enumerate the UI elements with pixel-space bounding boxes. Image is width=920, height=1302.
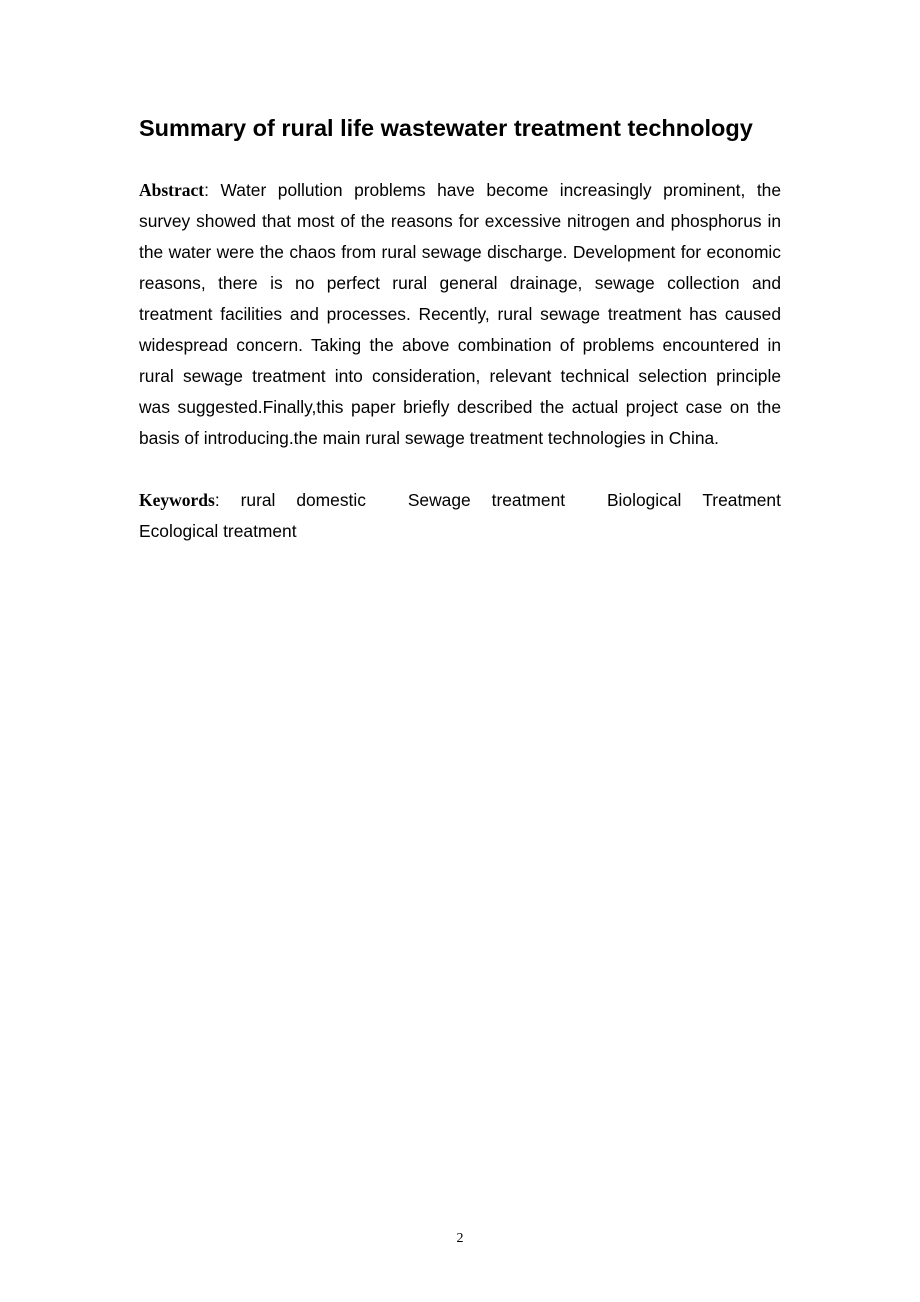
keywords-heading [139, 485, 220, 516]
keywords-block [139, 485, 781, 547]
page-number: 2 [456, 1231, 464, 1246]
keyword-item: Ecological treatment [139, 521, 297, 541]
keyword-item: Treatment [702, 490, 781, 510]
page-title: Summary of rural life wastewater treatment technology [139, 115, 753, 141]
keyword-item: rural [240, 490, 276, 510]
keyword-item: domestic [296, 490, 366, 510]
abstract-separator: : [204, 180, 221, 200]
keyword-item: Biological [606, 490, 682, 510]
keywords-separator: : [214, 490, 220, 510]
abstract-label: Abstract [139, 180, 205, 200]
abstract-text: Water pollution problems have become increasingly prominent, the survey showed that most of the reasons for excessive nitrogen and phosphorus in the water were the chaos from rural sewage discharge. Development for economic reasons, there is no perfect rural general drainage, sewage collection and treatment facilities and processes. Recently, rural sewage treatment has caused widespread concern. Taking the above combination of problems encountered in rural sewage treatment into consideration, relevant technical selection principle was suggested.Finally,this paper briefly described the actual project case on the basis of introducing.the main rural sewage treatment technologies in China. [139, 180, 782, 448]
abstract-paragraph [139, 175, 781, 454]
keyword-item: treatment [491, 490, 566, 510]
keyword-item: Sewage [407, 490, 471, 510]
keywords-label: Keywords [139, 490, 215, 510]
keywords-line [139, 485, 781, 516]
keywords-line [139, 516, 781, 547]
